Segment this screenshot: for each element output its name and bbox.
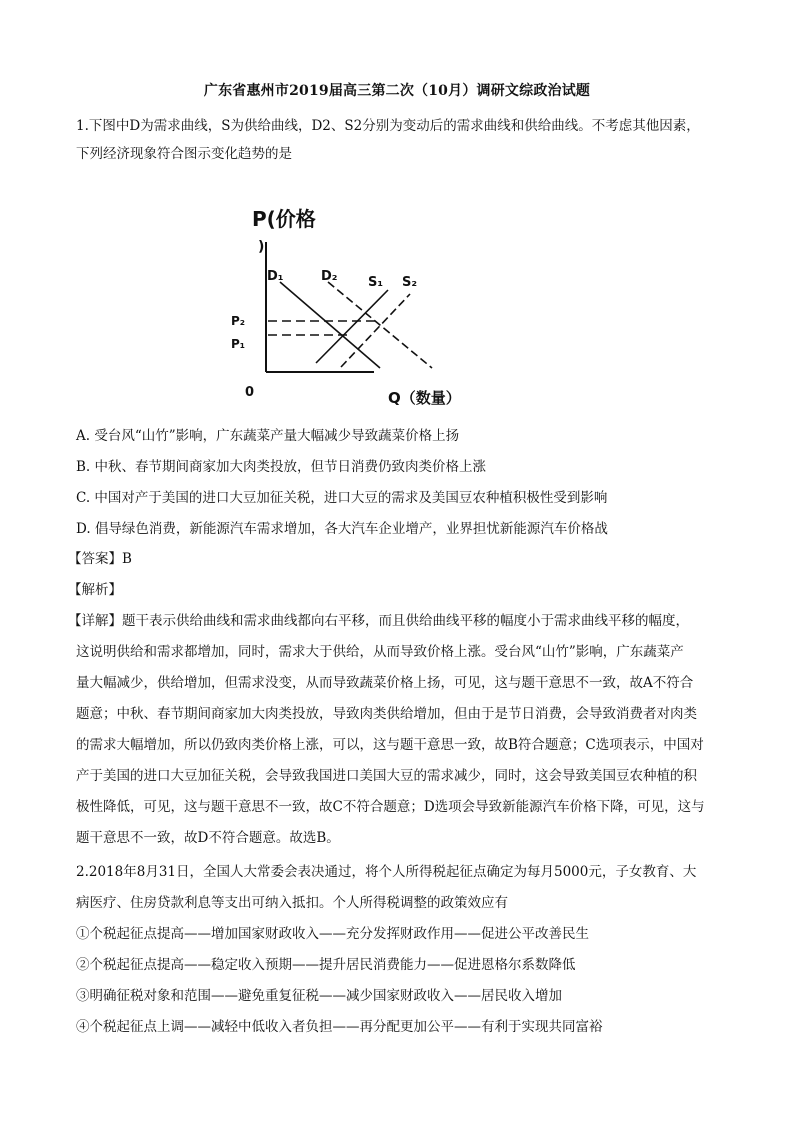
y-axis-label-cont: ) <box>258 239 265 255</box>
q1-analysis-line: 题意；中秋、春节期间商家加大肉类投放，导致肉类供给增加，但由于是节日消费，会导致消费者对肉类 <box>76 706 697 722</box>
q1-analysis-line: 极性降低，可见，这与题干意思不一致，故C不符合题意；D选项会导致新能源汽车价格下降，可见，这与 <box>76 799 705 815</box>
q1-answer: 【答案】B <box>68 551 132 567</box>
q1-stem-line2: 下列经济现象符合图示变化趋势的是 <box>76 146 292 162</box>
q2-stem-line1: 2.2018年8月31日，全国人大常委会表决通过，将个人所得税起征点确定为每月5000元，子女教育、大 <box>76 864 697 880</box>
s2-curve <box>341 294 410 367</box>
origin-label: 0 <box>245 385 255 400</box>
s1-label: S₁ <box>368 275 384 290</box>
q1-option-b: B. 中秋、春节期间商家加大肉类投放，但节日消费仍致肉类价格上涨 <box>76 459 487 475</box>
p2-label: P₂ <box>231 314 246 328</box>
y-axis-label: P(价格 <box>252 207 316 231</box>
supply-demand-chart <box>228 200 488 410</box>
q1-analysis-line: 量大幅减少，供给增加，但需求没变，从而导致蔬菜价格上扬，可见，这与题干意思不一致，故A不符合 <box>76 675 694 691</box>
q1-stem-line1: 1.下图中D为需求曲线，S为供给曲线，D2、S2分别为变动后的需求曲线和供给曲线。不考虑其他因素， <box>76 118 700 134</box>
q1-option-a: A. 受台风“山竹”影响，广东蔬菜产量大幅减少导致蔬菜价格上扬 <box>76 428 460 444</box>
d2-curve <box>328 282 432 368</box>
q1-analysis-line: 产于美国的进口大豆加征关税，会导致我国进口美国大豆的需求减少，同时，这会导致美国豆农种植的积 <box>76 768 697 784</box>
d1-curve <box>280 282 380 368</box>
q1-option-d: D. 倡导绿色消费，新能源汽车需求增加，各大汽车企业增产，业界担忧新能源汽车价格战 <box>76 521 608 537</box>
q2-stem-line2: 病医疗、住房贷款利息等支出可纳入抵扣。个人所得税调整的政策效应有 <box>76 895 508 911</box>
p1-label: P₁ <box>231 337 246 351</box>
x-axis-label: Q（数量） <box>388 389 461 407</box>
q1-option-c: C. 中国对产于美国的进口大豆加征关税，进口大豆的需求及美国豆农种植积极性受到影响 <box>76 490 608 506</box>
q2-item: ①个税起征点提高——增加国家财政收入——充分发挥财政作用——促进公平改善民生 <box>76 926 589 942</box>
supply-demand-figure <box>228 200 488 410</box>
q2-item: ③明确征税对象和范围——避免重复征税——减少国家财政收入——居民收入增加 <box>76 988 562 1004</box>
q1-analysis-line: 【详解】题干表示供给曲线和需求曲线都向右平移，而且供给曲线平移的幅度小于需求曲线平移的幅度， <box>68 613 689 629</box>
d2-label: D₂ <box>321 269 338 284</box>
q2-item: ④个税起征点上调——减轻中低收入者负担——再分配更加公平——有利于实现共同富裕 <box>76 1019 603 1035</box>
page-title: 广东省惠州市2019届高三第二次（10月）调研文综政治试题 <box>203 83 591 99</box>
d1-label: D₁ <box>267 269 284 284</box>
q1-analysis-line: 这说明供给和需求都增加，同时，需求大于供给，从而导致价格上涨。受台风“山竹”影响，广东蔬菜产 <box>76 644 684 660</box>
q1-analysis-line: 题干意思不一致，故D不符合题意。故选B。 <box>76 830 340 846</box>
q2-item: ②个税起征点提高——稳定收入预期——提升居民消费能力——促进恩格尔系数降低 <box>76 957 576 973</box>
q1-analysis-label: 【解析】 <box>68 582 122 598</box>
q1-analysis-line: 的需求大幅增加，所以仍致肉类价格上涨，可以，这与题干意思一致，故B符合题意；C选项表示，中国对 <box>76 737 704 753</box>
s2-label: S₂ <box>402 275 418 290</box>
